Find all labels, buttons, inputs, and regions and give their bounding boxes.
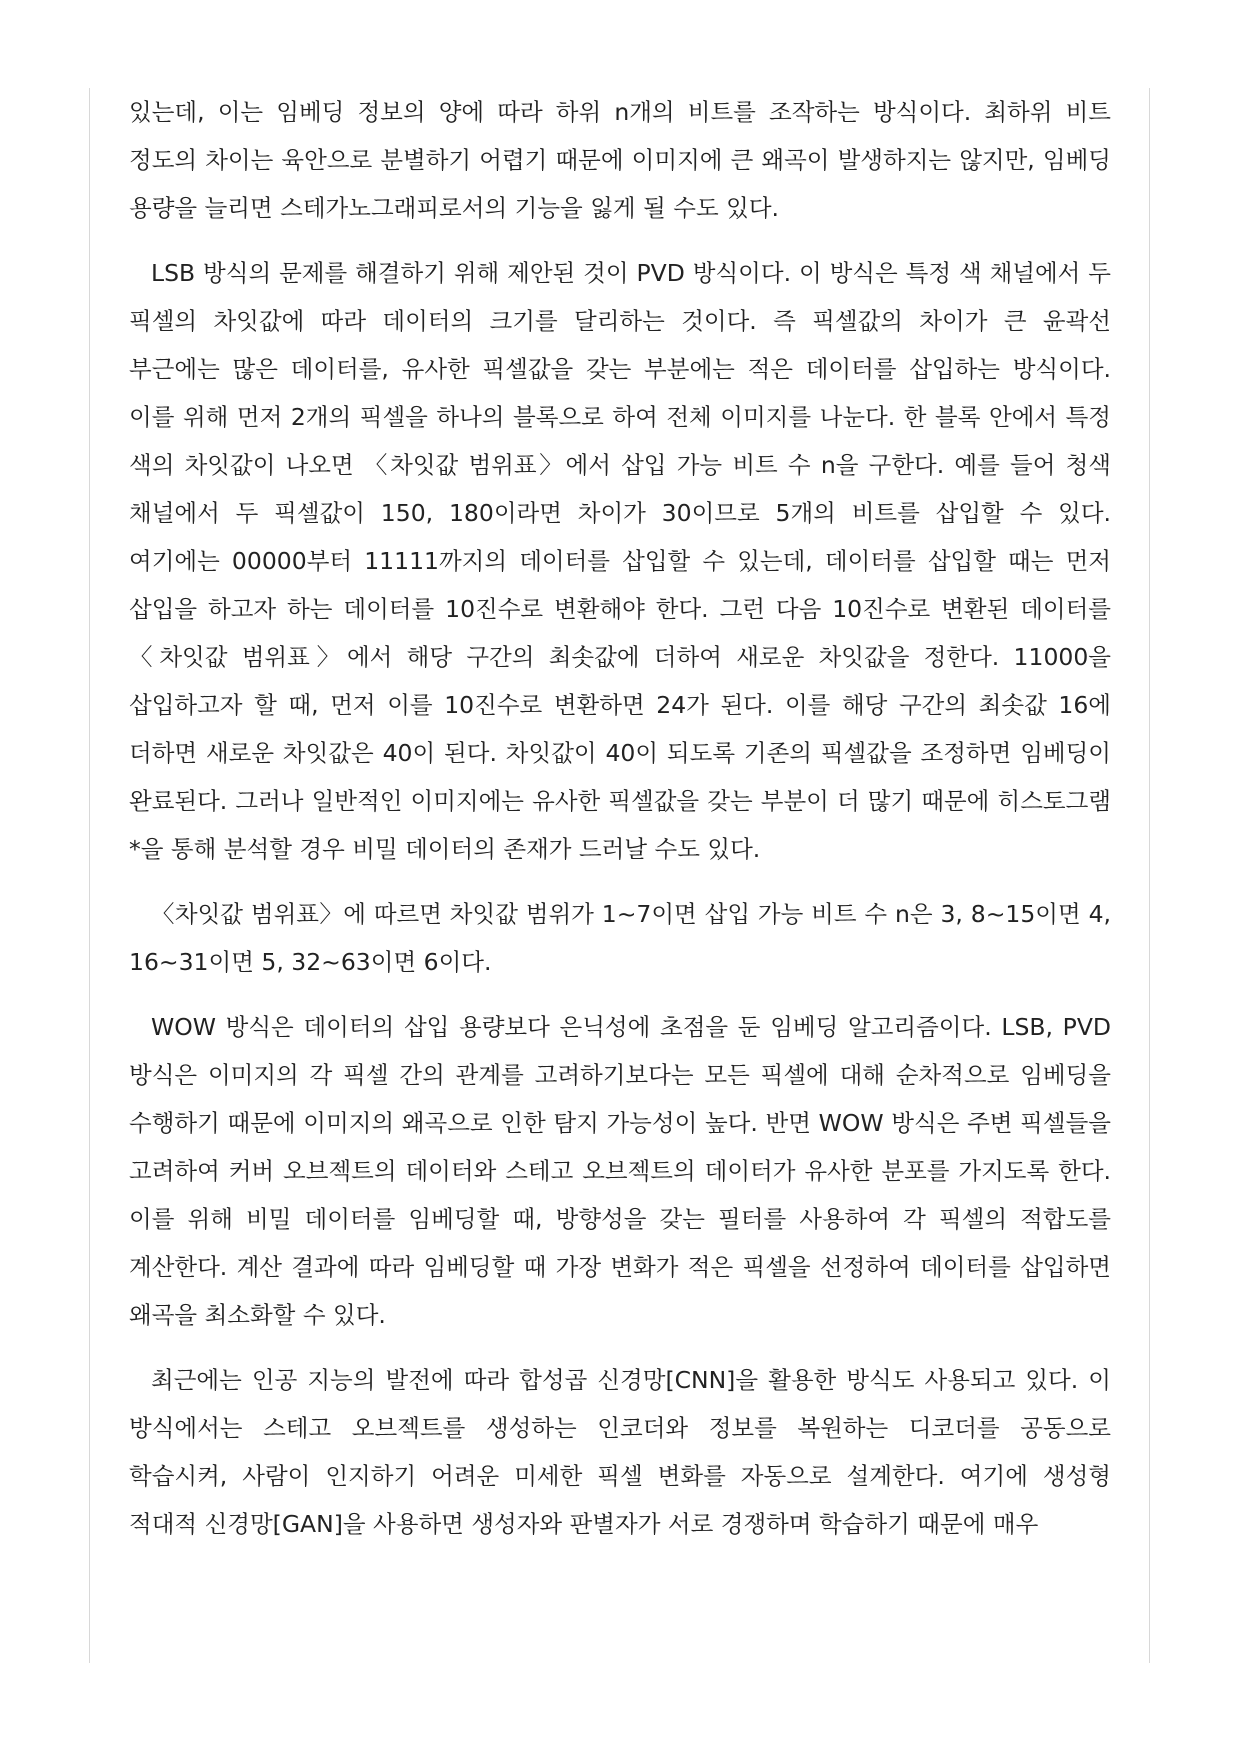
page-margin-line-right bbox=[1149, 88, 1150, 1663]
paragraph-lsb-continuation: 있는데, 이는 임베딩 정보의 양에 따라 하위 n개의 비트를 조작하는 방식이다. 최하위 비트 정도의 차이는 육안으로 분별하기 어렵기 때문에 이미지에 큰 왜곡이 발생하지는 않지만, 임베딩 용량을 늘리면 스테가노그래피로서의 기능을 잃게 될 수도 있다. bbox=[129, 98, 1111, 222]
paragraph-pvd-method: LSB 방식의 문제를 해결하기 위해 제안된 것이 PVD 방식이다. 이 방식은 특정 색 채널에서 두 픽셀의 차잇값에 따라 데이터의 크기를 달리하는 것이다. 즉 픽셀값의 차이가 큰 윤곽선 부근에는 많은 데이터를, 유사한 픽셀값을 갖는 부분에는 적은 데이터를 삽입하는 방식이다. 이를 위해 먼저 2개의 픽셀을 하나의 블록으로 하여 전체 이미지를 나눈다. 한 블록 안에서 특정 색의 차잇값이 나오면 〈차잇값 범위표〉에서 삽입 가능 비트 수 n을 구한다. 예를 들어 청색 채널에서 두 픽셀값이 150, 180이라면 차이가 30이므로 5개의 비트를 삽입할 수 있다. 여기에는 00000부터 11111까지의 데이터를 삽입할 수 있는데, 데이터를 삽입할 때는 먼저 삽입을 하고자 하는 데이터를 10진수로 변환해야 한다. 그런 다음 10진수로 변환된 데이터를 〈차잇값 범위표〉에서 해당 구간의 최솟값에 더하여 새로운 차잇값을 정한다. 11000을 삽입하고자 할 때, 먼저 이를 10진수로 변환하면 24가 된다. 이를 해당 구간의 최솟값 16에 더하면 새로운 차잇값은 40이 된다. 차잇값이 40이 되도록 기존의 픽셀값을 조정하면 임베딩이 완료된다. 그러나 일반적인 이미지에는 유사한 픽셀값을 갖는 부분이 더 많기 때문에 히스토그램*을 통해 분석할 경우 비밀 데이터의 존재가 드러날 수도 있다. bbox=[129, 259, 1111, 863]
document-body bbox=[129, 88, 1111, 1565]
page-margin-line-left bbox=[89, 88, 90, 1663]
paragraph-wow-method: WOW 방식은 데이터의 삽입 용량보다 은닉성에 초점을 둔 임베딩 알고리즘이다. LSB, PVD 방식은 이미지의 각 픽셀 간의 관계를 고려하기보다는 모든 픽셀에 대해 순차적으로 임베딩을 수행하기 때문에 이미지의 왜곡으로 인한 탐지 가능성이 높다. 반면 WOW 방식은 주변 픽셀들을 고려하여 커버 오브젝트의 데이터와 스테고 오브젝트의 데이터가 유사한 분포를 가지도록 한다. 이를 위해 비밀 데이터를 임베딩할 때, 방향성을 갖는 필터를 사용하여 각 픽셀의 적합도를 계산한다. 계산 결과에 따라 임베딩할 때 가장 변화가 적은 픽셀을 선정하여 데이터를 삽입하면 왜곡을 최소화할 수 있다. bbox=[129, 1013, 1111, 1329]
paragraph-range-table-note: 〈차잇값 범위표〉에 따르면 차잇값 범위가 1~7이면 삽입 가능 비트 수 n은 3, 8~15이면 4, 16~31이면 5, 32~63이면 6이다. bbox=[129, 900, 1111, 976]
paragraph-cnn-gan-method: 최근에는 인공 지능의 발전에 따라 합성곱 신경망[CNN]을 활용한 방식도 사용되고 있다. 이 방식에서는 스테고 오브젝트를 생성하는 인코더와 정보를 복원하는 디코더를 공동으로 학습시켜, 사람이 인지하기 어려운 미세한 픽셀 변화를 자동으로 설계한다. 여기에 생성형 적대적 신경망[GAN]을 사용하면 생성자와 판별자가 서로 경쟁하며 학습하기 때문에 매우 bbox=[129, 1366, 1111, 1538]
